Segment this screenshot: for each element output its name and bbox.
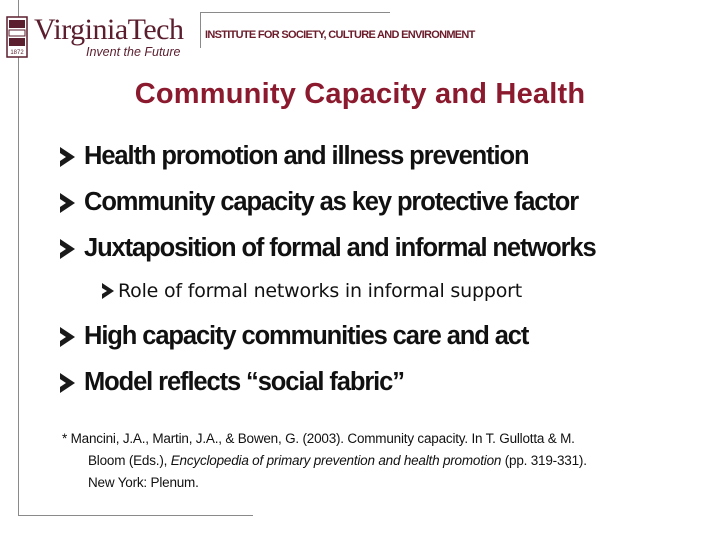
bullet-item bbox=[60, 364, 710, 410]
citation-line-2-pre: Bloom (Eds.), bbox=[88, 453, 171, 468]
frame-bottom-line bbox=[18, 515, 253, 516]
bullet-text: Community capacity as key protective factor bbox=[84, 188, 579, 216]
arrow-bullet-icon bbox=[60, 239, 75, 259]
citation-book-title: Encyclopedia of primary prevention and health promotion bbox=[170, 453, 502, 468]
citation bbox=[62, 428, 672, 494]
citation-line-1: * Mancini, J.A., Martin, J.A., & Bowen, G. (2003). Community capacity. In T. Gullotta & M. bbox=[62, 431, 575, 446]
logo-tagline: Invent the Future bbox=[86, 45, 181, 59]
slide-title: Community Capacity and Health bbox=[134, 78, 586, 110]
bullet-item bbox=[60, 138, 710, 184]
citation-line-3: New York: Plenum. bbox=[88, 475, 199, 490]
bullet-text: Juxtaposition of formal and informal networks bbox=[84, 234, 596, 262]
bullet-text: Model reflects “social fabric” bbox=[84, 368, 404, 396]
arrow-bullet-icon bbox=[60, 193, 75, 213]
shield-icon bbox=[6, 16, 28, 58]
institute-header: INSTITUTE FOR SOCIETY, CULTURE AND ENVIRONMENT bbox=[205, 29, 475, 41]
arrow-bullet-icon bbox=[102, 283, 114, 299]
arrow-bullet-icon bbox=[60, 147, 75, 167]
bullet-text: Health promotion and illness prevention bbox=[84, 142, 529, 170]
bullet-text: High capacity communities care and act bbox=[84, 322, 529, 350]
shield-year: 1872 bbox=[10, 50, 24, 56]
bullet-list bbox=[60, 138, 710, 410]
citation-line-2-post: (pp. 319-331). bbox=[501, 453, 587, 468]
bullet-item bbox=[60, 184, 710, 230]
bullet-item bbox=[60, 230, 710, 276]
frame-top-divider bbox=[200, 12, 201, 48]
citation-line-2 bbox=[62, 450, 672, 472]
logo-wordmark: VirginiaTech bbox=[34, 13, 184, 46]
virginia-tech-logo bbox=[6, 13, 186, 62]
sub-bullet-text: Role of formal networks in informal support bbox=[118, 280, 522, 302]
arrow-bullet-icon bbox=[60, 373, 75, 393]
arrow-bullet-icon bbox=[60, 327, 75, 347]
sub-bullet-item bbox=[60, 276, 710, 318]
bullet-item bbox=[60, 318, 710, 364]
frame-top-line bbox=[200, 12, 390, 13]
